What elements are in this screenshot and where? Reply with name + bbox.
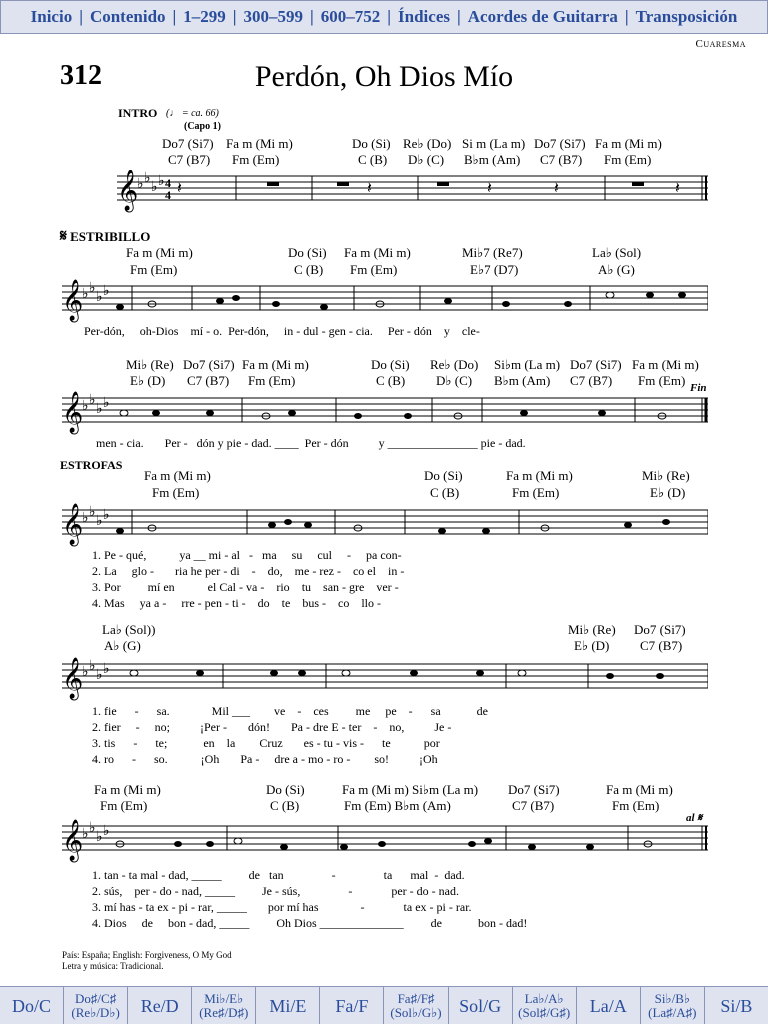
svg-text:♭: ♭ [103,396,110,411]
chord-bottom: C (B) [358,152,388,167]
nav-separator: | [232,7,237,26]
chord-bottom: Fm (Em) [152,485,200,500]
intro-staff [62,170,708,216]
svg-text:𝄞: 𝄞 [62,504,84,545]
chord-top: Fa m (Mi m) [632,357,699,372]
chord-top: Do (Si) [371,357,410,372]
verse-line-2: 2. La glo - ria he per - di - do, me - rez - co el in - [92,564,405,578]
segno-icon: 𝄋 [60,228,67,245]
key-label: Sol/G [459,995,502,1016]
chord-top: Do (Si) [266,782,305,797]
nav-range-2[interactable]: 300–599 [243,7,304,26]
nav-contenido[interactable]: Contenido [89,7,166,26]
key-label: Do/C [12,995,52,1016]
key-button-mi-flat[interactable] [192,987,256,1024]
chord-bottom: C (B) [294,262,324,277]
chord-bottom: E♭ (D) [130,373,166,388]
chord-bottom: Fm (Em) [512,485,560,500]
chord-top: Do7 (Si7) [534,136,586,151]
svg-text:𝄽: 𝄽 [177,180,182,197]
chord-top: Fa m (Mi m) [344,245,411,260]
estrofas-label: ESTROFAS [60,458,123,472]
chord-bottom: Fm (Em) [232,152,280,167]
chord-bottom: C7 (B7) [540,152,583,167]
svg-text:𝄞: 𝄞 [117,170,139,211]
nav-separator: | [387,7,392,26]
key-button-mi[interactable] [256,987,320,1024]
chord-top: Fa m (Mi m) [506,468,573,483]
verse-line-2: 2. sús, per - do - nad, _____ Je - sús, - per - do - nad. [92,884,459,898]
verse-line-1: 1. tan - ta mal - dad, _____ de tan - ta mal - dad. [92,868,465,882]
key-button-la[interactable] [577,987,641,1024]
chord-bottom: C (B) [270,798,300,813]
svg-text:♭: ♭ [103,508,110,523]
hymn-number: 312 [60,60,102,91]
svg-text:♭: ♭ [96,514,103,529]
estrofas-staff-3 [62,818,708,864]
transposition-key-bar [0,986,768,1024]
svg-text:♭: ♭ [103,662,110,677]
chord-top: Si♭m (La m) [494,357,561,372]
key-label: Mi♭/E♭ [204,990,244,1006]
capo-marking: (Capo 1) [184,121,221,132]
key-button-la-flat[interactable] [513,987,577,1024]
chord-top: Do (Si) [424,468,463,483]
chord-top: La♭ (Sol)) [102,622,156,637]
key-label: Re/D [140,995,179,1016]
svg-text:𝄽: 𝄽 [487,180,492,197]
chord-bottom: C (B) [376,373,406,388]
svg-text:♭: ♭ [103,824,110,839]
key-button-si-flat[interactable] [641,987,705,1024]
svg-text:𝄞: 𝄞 [62,392,84,433]
svg-text:♭: ♭ [158,174,165,189]
chord-bottom: C7 (B7) [187,373,230,388]
lyric-line: Per-dón, oh-Dios mí - o. Per-dón, in - dul - gen - cia. Per - dón y cle- [84,324,480,338]
chord-top: Re♭ (Do) [430,357,479,372]
chord-top: Fa m (Mi m) [226,136,293,151]
key-button-fa-sharp[interactable] [384,987,448,1024]
chord-top: Si m (La m) [462,136,526,151]
chord-bottom: A♭ (G) [104,638,141,653]
chord-bottom: C7 (B7) [570,373,613,388]
chord-bottom: C7 (B7) [640,638,683,653]
nav-inicio[interactable]: Inicio [30,7,73,26]
chord-bottom: Fm (Em) [248,373,296,388]
svg-text:♭: ♭ [89,505,96,520]
key-button-do[interactable] [0,987,64,1024]
svg-text:4: 4 [165,176,171,190]
category-label: Cuaresma [695,38,746,50]
chord-bottom: Fm (Em) [100,798,148,813]
nav-separator: | [172,7,177,26]
chord-bottom: Fm (Em) [130,262,178,277]
svg-text:♭: ♭ [96,668,103,683]
key-alt-label: (Re♭/D♭) [71,1004,120,1020]
key-label: Mi/E [269,995,307,1016]
chord-top: Mi♭ (Re) [642,468,690,483]
chord-bottom: Fm (Em) [350,262,398,277]
key-button-re[interactable] [128,987,192,1024]
intro-label: INTRO [118,106,158,120]
svg-text:♭: ♭ [96,290,103,305]
chord-top: Fa m (Mi m) [606,782,673,797]
estribillo-staff-1 [62,278,708,324]
chord-top: Fa m (Mi m) [242,357,309,372]
svg-text:♭: ♭ [151,180,158,195]
chord-top: La♭ (Sol) [592,245,642,260]
chord-top: Fa m (Mi m) [94,782,161,797]
al-segno-marking: al 𝄋 [686,812,703,824]
nav-range-1[interactable]: 1–299 [183,7,226,26]
chord-top: Do7 (Si7) [570,357,622,372]
svg-text:♭: ♭ [89,393,96,408]
svg-text:𝄽: 𝄽 [675,180,680,197]
chord-bottom: C7 (B7) [512,798,555,813]
svg-text:𝄞: 𝄞 [62,820,84,861]
chord-top: Mi♭7 (Re7) [462,245,523,260]
chord-bottom: Fm (Em) [604,152,652,167]
svg-text:𝄞: 𝄞 [62,658,84,699]
key-label: Do♯/C♯ [75,990,117,1006]
chord-top: Fa m (Mi m) [595,136,662,151]
key-alt-label: (Sol♯/G♯) [518,1004,571,1020]
nav-separator: | [310,7,314,26]
chord-bottom: C7 (B7) [168,152,211,167]
chord-bottom: E♭7 (D7) [470,262,519,277]
tempo-marking: (♩ = ca. 66) [166,108,219,119]
verse-line-4: 4. ro - so. ¡Oh Pa - dre a - mo - ro - so! ¡Oh [92,752,438,766]
key-alt-label: (La♯/A♯) [648,1004,697,1020]
hymn-title: Perdón, Oh Dios Mío [254,60,514,93]
chord-bottom: Fm (Em) [612,798,660,813]
svg-text:♭: ♭ [89,821,96,836]
nav-transposicion[interactable]: Transposición [635,7,738,26]
nav-separator: | [79,7,83,26]
lyric-line: men - cia. Per - dón y pie - dad. ____ Per - dón y _______________ pie - dad. [96,436,526,450]
key-label: La/A [589,995,627,1016]
svg-text:♭: ♭ [82,827,89,842]
svg-text:♭: ♭ [89,281,96,296]
key-label: Fa♯/F♯ [397,990,435,1006]
footnote-origin: País: España; English: Forgiveness, O My God [62,950,232,960]
fin-marking: Fin [690,382,707,394]
footnote-credits: Letra y música: Tradicional. [62,961,164,971]
nav-range-3[interactable]: 600–752 [320,7,381,26]
chord-top: Do7 (Si7) [634,622,686,637]
chord-top: Do7 (Si7) [508,782,560,797]
svg-text:♭: ♭ [89,659,96,674]
top-nav [0,0,768,34]
verse-line-3: 3. mí has - ta ex - pi - rar, _____ por mí has - ta ex - pi - rar. [92,900,472,914]
key-alt-label: (Sol♭/G♭) [390,1004,442,1020]
chord-top: Mi♭ (Re) [568,622,616,637]
nav-separator: | [457,7,461,26]
nav-indices[interactable]: Índices [398,7,450,26]
estrofas-staff-2 [62,656,708,702]
svg-text:♭: ♭ [103,284,110,299]
key-label: Fa/F [335,995,369,1016]
chord-bottom: B♭m (Am) [494,373,551,388]
chord-bottom: D♭ (C) [436,373,473,388]
verse-line-4: 4. Dios de bon - dad, _____ Oh Dios ______________ de bon - dad! [92,916,528,930]
chord-top: Do7 (Si7) [162,136,214,151]
svg-text:♭: ♭ [96,830,103,845]
key-button-fa[interactable] [320,987,384,1024]
svg-text:♭: ♭ [96,402,103,417]
chord-bottom: C (B) [430,485,460,500]
svg-text:♭: ♭ [144,171,151,186]
verse-line-3: 3. Por mí en el Cal - va - rio tu san - gre ver - [92,580,399,594]
segno-icon: 𝄋 [697,812,703,824]
svg-text:♭: ♭ [82,287,89,302]
chord-top: Do (Si) [352,136,391,151]
chord-top: Fa m (Mi m) [144,468,211,483]
chord-bottom: E♭ (D) [650,485,686,500]
verse-line-1: 1. Pe - qué, ya __ mi - al - ma su cul - pa con- [92,548,402,562]
footnote [62,950,232,972]
svg-text:𝄽: 𝄽 [554,180,559,197]
chord-top: Do (Si) [288,245,327,260]
key-button-sol[interactable] [449,987,513,1024]
nav-separator: | [624,7,629,26]
svg-text:♭: ♭ [82,511,89,526]
key-alt-label: (Re♯/D♯) [199,1004,249,1020]
chord-top: Do7 (Si7) [183,357,235,372]
verse-line-1: 1. fie - sa. Mil ___ ve - ces me pe - sa de [92,704,488,718]
verse-line-4: 4. Mas ya a - rre - pen - ti - do te bus - co llo - [92,596,381,610]
svg-text:♭: ♭ [82,665,89,680]
verse-line-3: 3. tis - te; en la Cruz es - tu - vis - te por [92,736,440,750]
estrofas-staff-1 [62,502,708,548]
estribillo-staff-2 [62,390,708,436]
estribillo-text: ESTRIBILLO [70,229,151,244]
svg-text:♭: ♭ [82,399,89,414]
key-button-si[interactable] [705,987,768,1024]
svg-text:𝄞: 𝄞 [62,280,84,321]
chord-bottom: B♭m (Am) [464,152,521,167]
chord-bottom: Fm (Em) [638,373,686,388]
chord-top: Mi♭ (Re) [126,357,174,372]
svg-text:4: 4 [165,188,171,202]
chord-top: Fa m (Mi m) Si♭m (La m) [342,782,479,797]
svg-text:𝄽: 𝄽 [367,180,372,197]
key-button-do-sharp[interactable] [64,987,128,1024]
chord-bottom: Fm (Em) B♭m (Am) [344,798,451,813]
key-label: La♭/A♭ [524,990,564,1006]
chord-bottom: A♭ (G) [598,262,635,277]
key-label: Si♭/B♭ [654,990,691,1006]
key-label: Si/B [720,995,753,1016]
estribillo-label [60,228,150,246]
chord-top: Fa m (Mi m) [126,245,193,260]
verse-line-2: 2. fier - no; ¡Per - dón! Pa - dre E - ter - no, Je - [92,720,452,734]
chord-bottom: D♭ (C) [408,152,445,167]
chord-top: Re♭ (Do) [403,136,452,151]
svg-text:♭: ♭ [137,177,144,192]
nav-acordes[interactable]: Acordes de Guitarra [467,7,618,26]
chord-bottom: E♭ (D) [574,638,610,653]
